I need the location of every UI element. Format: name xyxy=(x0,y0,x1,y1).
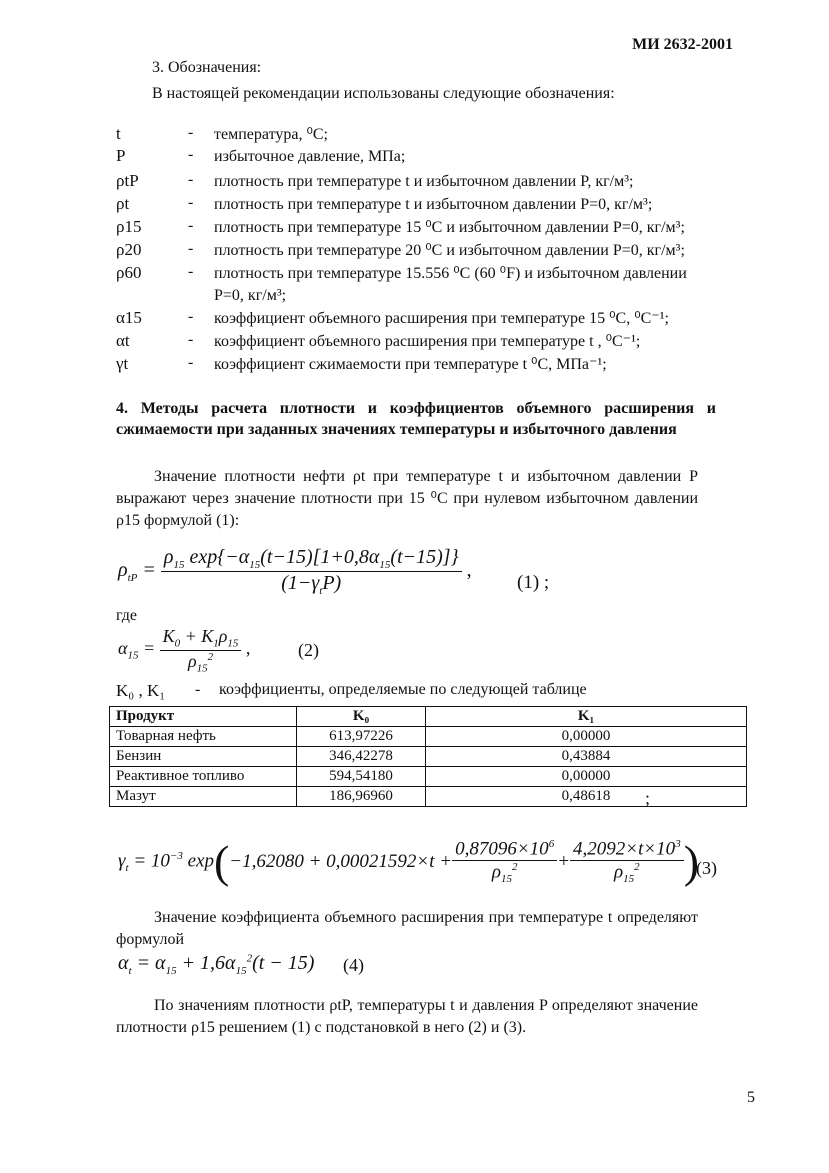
table-row xyxy=(110,787,747,807)
section-3-intro: В настоящей рекомендации использованы следующие обозначения: xyxy=(152,85,615,102)
symbol-row xyxy=(116,331,716,355)
symbol-description: плотность при температуре t и избыточном давлении P=0, кг/м³; xyxy=(214,196,653,213)
dash: - xyxy=(188,146,194,163)
symbol-row xyxy=(116,171,716,195)
cell-k0: 186,96960 xyxy=(297,787,426,807)
equation-3-label: (3) xyxy=(696,858,717,878)
symbol-row xyxy=(116,308,716,332)
cell-k1: 0,00000 xyxy=(426,767,747,787)
cell-k1: 0,00000 xyxy=(426,727,747,747)
equation-2-label: (2) xyxy=(298,640,319,660)
symbol-row xyxy=(116,240,716,264)
page-number: 5 xyxy=(747,1089,755,1106)
symbol-description: коэффициент сжимаемости при температуре t ⁰С, МПа⁻¹; xyxy=(214,356,607,373)
cell-product: Бензин xyxy=(110,747,297,767)
dash: - xyxy=(188,331,194,348)
dash: - xyxy=(188,124,194,141)
cell-k0: 594,54180 xyxy=(297,767,426,787)
cell-product: Мазут xyxy=(110,787,297,807)
cell-k0: 346,42278 xyxy=(297,747,426,767)
table-header-row xyxy=(110,707,747,727)
symbol-description: плотность при температуре 20 ⁰С и избыточном давлении P=0, кг/м³; xyxy=(214,242,685,259)
coefficient-description: коэффициенты, определяемые по следующей таблице xyxy=(219,681,587,698)
dash: - xyxy=(188,171,194,188)
symbol-description: температура, ⁰С; xyxy=(214,126,328,143)
where-word: где xyxy=(116,607,138,624)
header-k1: K₁ xyxy=(426,707,747,727)
symbol-description: плотность при температуре 15.556 ⁰С (60 ⁰F) и избыточном давлении P=0, кг/м³; xyxy=(214,265,687,304)
coefficient-symbols: K₀ , K₁ xyxy=(116,681,166,700)
cell-product: Товарная нефть xyxy=(110,727,297,747)
table-row xyxy=(110,727,747,747)
equation-1-label: (1) ; xyxy=(517,572,550,593)
document-code: МИ 2632-2001 xyxy=(632,36,733,53)
cell-product: Реактивное топливо xyxy=(110,767,297,787)
symbol: ρ20 xyxy=(116,240,142,259)
symbol: ρt xyxy=(116,194,130,213)
coefficient-table xyxy=(109,706,747,807)
section-3-title: 3. Обозначения: xyxy=(152,59,262,76)
symbol-row xyxy=(116,194,716,218)
dash: - xyxy=(188,263,194,280)
equation-4: $\alpha_t = \alpha_{15} + 1,6\alpha_{15}^2(t - 15)$ xyxy=(118,952,315,977)
dash: - xyxy=(188,308,194,325)
symbol-description: избыточное давление, МПа; xyxy=(214,148,406,165)
symbol-description: плотность при температуре t и избыточном давлении P, кг/м³; xyxy=(214,173,634,190)
symbol: αt xyxy=(116,331,130,350)
dash: - xyxy=(188,240,194,257)
symbol: t xyxy=(116,124,121,143)
header-k0: K₀ xyxy=(297,707,426,727)
symbol: ρ60 xyxy=(116,263,142,282)
symbol-row xyxy=(116,217,716,241)
table-row xyxy=(110,767,747,787)
dash: - xyxy=(188,194,194,211)
symbol: P xyxy=(116,146,126,165)
coefficient-dash: - xyxy=(195,681,201,698)
dash: - xyxy=(188,354,194,371)
dash: - xyxy=(188,217,194,234)
symbol: ρ15 xyxy=(116,217,142,236)
symbol: α15 xyxy=(116,308,142,327)
cell-k1: 0,48618 xyxy=(426,787,747,807)
symbol-description: плотность при температуре 15 ⁰С и избыточном давлении P=0, кг/м³; xyxy=(214,219,685,236)
paragraph-expansion: Значение коэффициента объемного расширения при температуре t определяют формулой xyxy=(116,909,698,948)
equation-1: $\rho_{tP}$ = $\frac{\rho_{15} \exp\{-\alpha_{15}(t-15)[1+0,8\alpha_{15}(t-15)]\}}{(1-\gamma_tP)}$ , xyxy=(118,546,472,597)
cell-k0: 613,97226 xyxy=(297,727,426,747)
symbol-description: коэффициент объемного расширения при температуре 15 ⁰С, ⁰С⁻¹; xyxy=(214,310,669,327)
paragraph-determination: По значениям плотности ρtP, температуры t и давления P определяют значение плотности ρ15 решением (1) с подстановкой в него (2) и (3). xyxy=(116,997,698,1036)
paragraph-density: Значение плотности нефти ρt при температуре t и избыточном давлении P выражают через значение плотности при 15 ⁰С при нулевом избыточном давлении ρ15 формулой (1): xyxy=(116,468,698,529)
cell-k1: 0,43884 xyxy=(426,747,747,767)
equation-4-label: (4) xyxy=(343,955,364,975)
symbol-row xyxy=(116,263,716,304)
header-product: Продукт xyxy=(110,707,297,727)
equation-2: $\alpha_{15}$ = $\frac{K_0 + K_1\rho_{15}}{\rho_{15}^2}$ , xyxy=(118,626,251,675)
table-trailing-semicolon: ; xyxy=(645,788,651,808)
symbol-row xyxy=(116,146,716,170)
symbol-row xyxy=(116,354,716,378)
symbol: ρtP xyxy=(116,171,139,190)
symbol-row xyxy=(116,124,716,148)
section-4-title: 4. Методы расчета плотности и коэффициентов объемного расширения и сжимаемости при заданных значениях температуры и избыточного давления xyxy=(116,400,716,438)
symbol: γt xyxy=(116,354,129,373)
table-row xyxy=(110,747,747,767)
equation-3: $\gamma_t = 10^{-3}$ exp ( −1,62080 + 0,00021592×t + $\frac{0,87096\times 10^6}{\rho_{15}^2}$ + $\frac{4,2092\times t\times 10^3}{\rho_{15}^2}$ ) xyxy=(118,835,700,887)
symbol-description: коэффициент объемного расширения при температуре t , ⁰С⁻¹; xyxy=(214,333,641,350)
